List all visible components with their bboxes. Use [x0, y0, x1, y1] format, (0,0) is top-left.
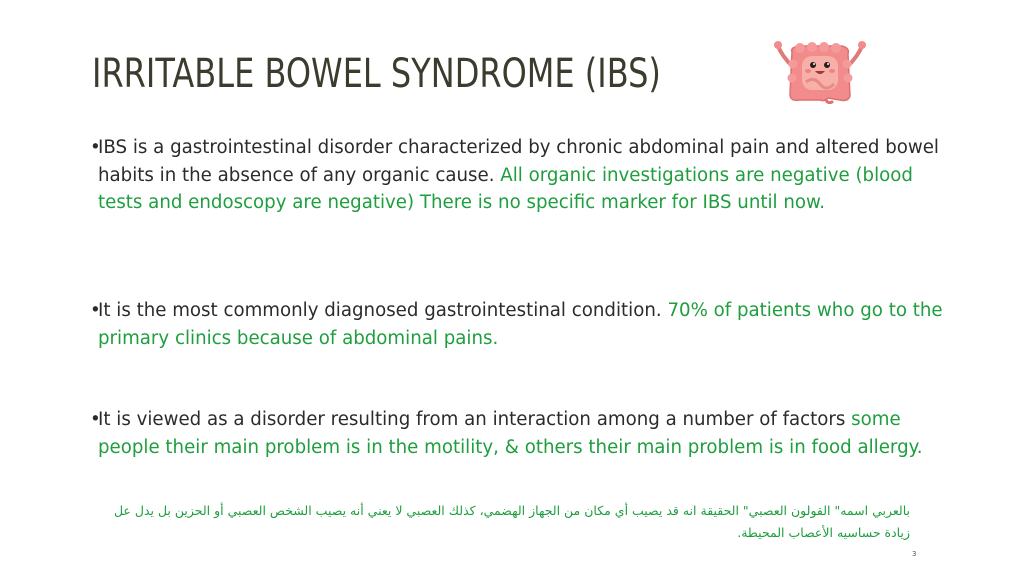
bullet-highlight-text: some people their main problem is in the motility, & others their main problem is in food allergy. — [98, 409, 923, 458]
bullet-text: It is viewed as a disorder resulting from an interaction among a number of factors — [98, 409, 846, 430]
bullet-marker: • — [90, 300, 101, 321]
bullet-marker: • — [90, 137, 101, 158]
bullet-text: IBS is a gastrointestinal disorder characterized by chronic abdominal pain and altered bowel habits in the absence of any organic cause. — [98, 137, 939, 186]
bullet-ibs-factors — [90, 406, 950, 461]
bullet-highlight-text: All organic investigations are negative (blood tests and endoscopy are negative) There is no specific marker for IBS until now. — [98, 164, 913, 213]
page-number: 3 — [912, 550, 917, 558]
arabic-note: بالعربي اسمه" القولون العصبي" الحقيقة انه قد يصيب أي مكان من الجهاز الهضمي، كذلك العصبي لا يعني أنه يصيب الشخص العصبي أو الحزين بل يدل عل زيادة حساسيه الأعصاب المحيطة. — [113, 503, 910, 540]
bullet-ibs-prevalence — [90, 297, 950, 352]
bullet-ibs-definition — [90, 134, 950, 217]
intestine-mascot-icon — [770, 38, 870, 104]
bullet-marker: • — [90, 409, 101, 430]
bullet-text: It is the most commonly diagnosed gastrointestinal condition. — [98, 300, 662, 321]
bullet-highlight-text: 70% of patients who go to the primary clinics because of abdominal pains. — [98, 300, 943, 349]
slide-title: IRRITABLE BOWEL SYNDROME (IBS) — [92, 51, 661, 97]
